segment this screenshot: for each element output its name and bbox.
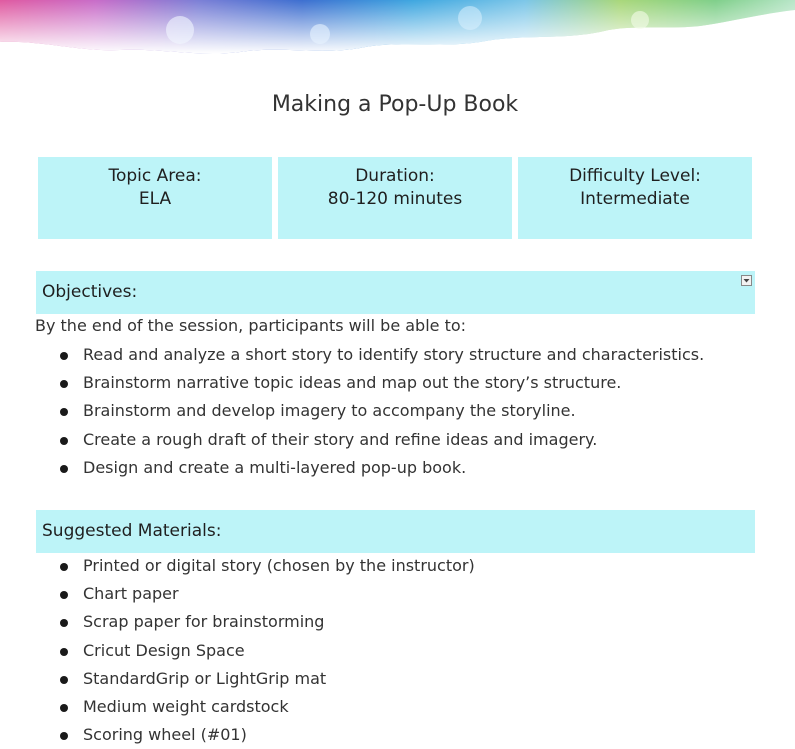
list-item: Read and analyze a short story to identify story structure and characteristics. bbox=[60, 344, 704, 372]
bullet-icon bbox=[60, 732, 68, 740]
list-item: Medium weight cardstock bbox=[60, 696, 475, 724]
duration-box bbox=[278, 157, 512, 239]
chevron-down-icon bbox=[742, 276, 751, 285]
materials-heading: Suggested Materials: bbox=[42, 521, 222, 541]
collapse-dropdown-button[interactable] bbox=[741, 275, 752, 286]
bullet-icon bbox=[60, 563, 68, 571]
list-item: Brainstorm narrative topic ideas and map out the story’s structure. bbox=[60, 372, 704, 400]
bullet-icon bbox=[60, 591, 68, 599]
duration-value: 80-120 minutes bbox=[327, 189, 463, 209]
objectives-list bbox=[60, 344, 704, 485]
objectives-header bbox=[36, 271, 755, 314]
watercolor-banner bbox=[0, 0, 795, 62]
bullet-icon bbox=[60, 352, 68, 360]
bullet-icon bbox=[60, 619, 68, 627]
topic-area-box bbox=[38, 157, 272, 239]
duration-label: Duration: bbox=[355, 166, 435, 186]
difficulty-value: Intermediate bbox=[580, 189, 690, 209]
page-title: Making a Pop-Up Book bbox=[271, 92, 519, 117]
objectives-heading: Objectives: bbox=[42, 282, 138, 302]
bullet-icon bbox=[60, 408, 68, 416]
topic-area-label: Topic Area: bbox=[108, 166, 202, 186]
list-item: Design and create a multi-layered pop-up book. bbox=[60, 457, 704, 485]
list-item: StandardGrip or LightGrip mat bbox=[60, 668, 475, 696]
bullet-icon bbox=[60, 648, 68, 656]
bullet-icon bbox=[60, 676, 68, 684]
bullet-icon bbox=[60, 704, 68, 712]
materials-header bbox=[36, 510, 755, 553]
list-item: Cricut Design Space bbox=[60, 640, 475, 668]
list-item: Chart paper bbox=[60, 583, 475, 611]
list-item: Create a rough draft of their story and refine ideas and imagery. bbox=[60, 429, 704, 457]
list-item: Printed or digital story (chosen by the instructor) bbox=[60, 555, 475, 583]
materials-list bbox=[60, 555, 475, 749]
list-item: Brainstorm and develop imagery to accompany the storyline. bbox=[60, 400, 704, 428]
difficulty-box bbox=[518, 157, 752, 239]
list-item: Scoring wheel (#01) bbox=[60, 724, 475, 749]
bullet-icon bbox=[60, 465, 68, 473]
bullet-icon bbox=[60, 437, 68, 445]
difficulty-label: Difficulty Level: bbox=[569, 166, 701, 186]
topic-area-value: ELA bbox=[138, 189, 172, 209]
bullet-icon bbox=[60, 380, 68, 388]
objectives-intro: By the end of the session, participants will be able to: bbox=[35, 316, 467, 335]
info-row bbox=[38, 157, 752, 239]
list-item: Scrap paper for brainstorming bbox=[60, 611, 475, 639]
